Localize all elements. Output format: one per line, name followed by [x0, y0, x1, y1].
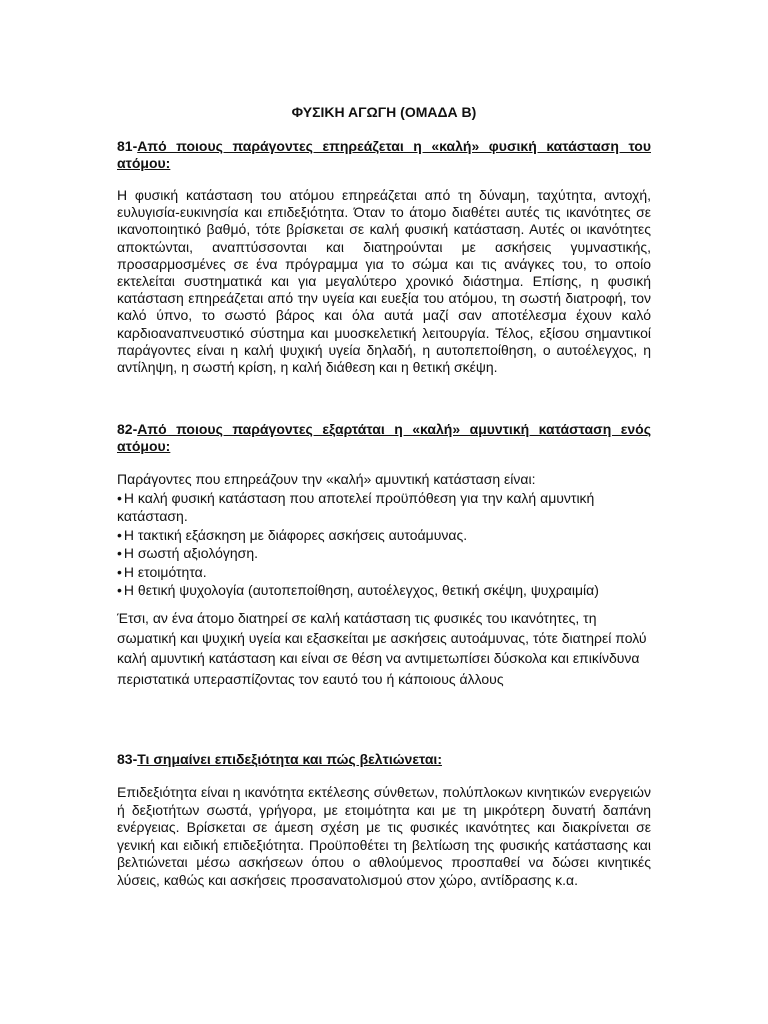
question-81-number: 81- — [117, 138, 138, 154]
bullet-icon: • — [117, 489, 122, 506]
list-item: • Η ετοιμότητα. — [117, 563, 207, 580]
list-item: • Η καλή φυσική κατάσταση που αποτελεί προϋπόθεση για την καλή αμυντική κατάσταση. — [117, 489, 595, 524]
question-81-text: Από ποιους παράγοντες επηρεάζεται η «καλή» φυσική κατάσταση του ατόμου: — [117, 138, 651, 171]
question-83-text: Τι σημαίνει επιδεξιότητα και πώς βελτιώνεται: — [137, 751, 442, 767]
bullet-icon: • — [117, 545, 122, 561]
question-82-number: 82- — [117, 421, 138, 437]
bullet-icon: • — [117, 526, 122, 543]
page-title: ΦΥΣΙΚΗ ΑΓΩΓΗ (ΟΜΑΔΑ Β) — [291, 104, 477, 120]
question-83-heading — [117, 751, 651, 768]
question-82-heading — [117, 421, 651, 455]
answer-81: Η φυσική κατάσταση του ατόμου επηρεάζεται από τη δύναμη, ταχύτητα, αντοχή, ευλυγισία-ευκινησία και επιδεξιότητα. Όταν το άτομο διαθέτει αυτές τις ικανότητες σε ικανοποιητικό βαθμό, τότε βρίσκεται σε καλή φυσική κατάσταση. Αυτές οι ικανότητες αποκτώνται, αναπτύσσονται και διατηρούνται με ασκήσεις γυμναστικής, προσαρμοσμένες σε ένα πρόγραμμα για το σώμα και τις ανάγκες του, το οποίο εκτελείται συστηματικά και για μεγαλύτερο χρονικό διάστημα. Επίσης, η φυσική κατάσταση επηρεάζεται από την υγεία και ευεξία του ατόμου, τη σωστή διατροφή, τον καλό ύπνο, το σωστό βάρος και όλα αυτά μαζί σαν αποτέλεσμα έχουν καλό καρδιοαναπνευστικό σύστημα και μυοσκελετική λειτουργία. Τέλος, εξίσου σημαντικοί παράγοντες είναι η καλή ψυχική υγεία δηλαδή, η αυτοπεποίθηση, ο αυτοέλεγχος, η αντίληψη, η σωστή κρίση, η καλή διάθεση και η θετική σκέψη. — [117, 187, 651, 376]
question-81-heading — [117, 138, 651, 172]
question-83-number: 83- — [117, 751, 138, 767]
answer-83: Επιδεξιότητα είναι η ικανότητα εκτέλεσης σύνθετων, πολύπλοκων κινητικών ενεργειών ή δεξιοτήτων σωστά, γρήγορα, με ετοιμότητα και με τη μικρότερη δυνατή δαπάνη ενέργειας. Βρίσκεται σε άμεση σχέση με τις φυσικές ικανότητες και διακρίνεται σε γενική και ειδική επιδεξιότητα. Προϋποθέτει τη βελτίωση της φυσικής κατάστασης και βελτιώνεται μέσω ασκήσεων όπου ο αθλούμενος προσπαθεί να δώσει κινητικές λύσεις, καθώς και ασκήσεις προσανατολισμού στον χώρο, αντίδρασης κ.α. — [117, 784, 651, 888]
bullet-icon: • — [117, 563, 122, 580]
answer-82-intro: Παράγοντες που επηρεάζουν την «καλή» αμυντική κατάσταση είναι: — [117, 471, 536, 487]
list-item: • Η σωστή αξιολόγηση. — [117, 545, 258, 561]
answer-82-list — [117, 470, 651, 600]
list-item: • Η τακτική εξάσκηση με διάφορες ασκήσεις αυτοάμυνας. — [117, 526, 468, 543]
bullet-icon: • — [117, 582, 122, 598]
question-82-text: Από ποιους παράγοντες εξαρτάται η «καλή» αμυντική κατάσταση ενός ατόμου: — [117, 421, 651, 454]
list-item: • Η θετική ψυχολογία (αυτοπεποίθηση, αυτοέλεγχος, θετική σκέψη, ψυχραιμία) — [117, 582, 599, 598]
answer-82-conclusion: Έτσι, αν ένα άτομο διατηρεί σε καλή κατάσταση τις φυσικές του ικανότητες, τη σωματική και ψυχική υγεία και εξασκείται με ασκήσεις αυτοάμυνας, τότε διατηρεί πολύ καλή αμυντική κατάσταση και είναι σε θέση να αντιμετωπίσει δύσκολα και επικίνδυνα περιστατικά υπερασπίζοντας τον εαυτό του ή κάποιους άλλους — [117, 610, 647, 687]
